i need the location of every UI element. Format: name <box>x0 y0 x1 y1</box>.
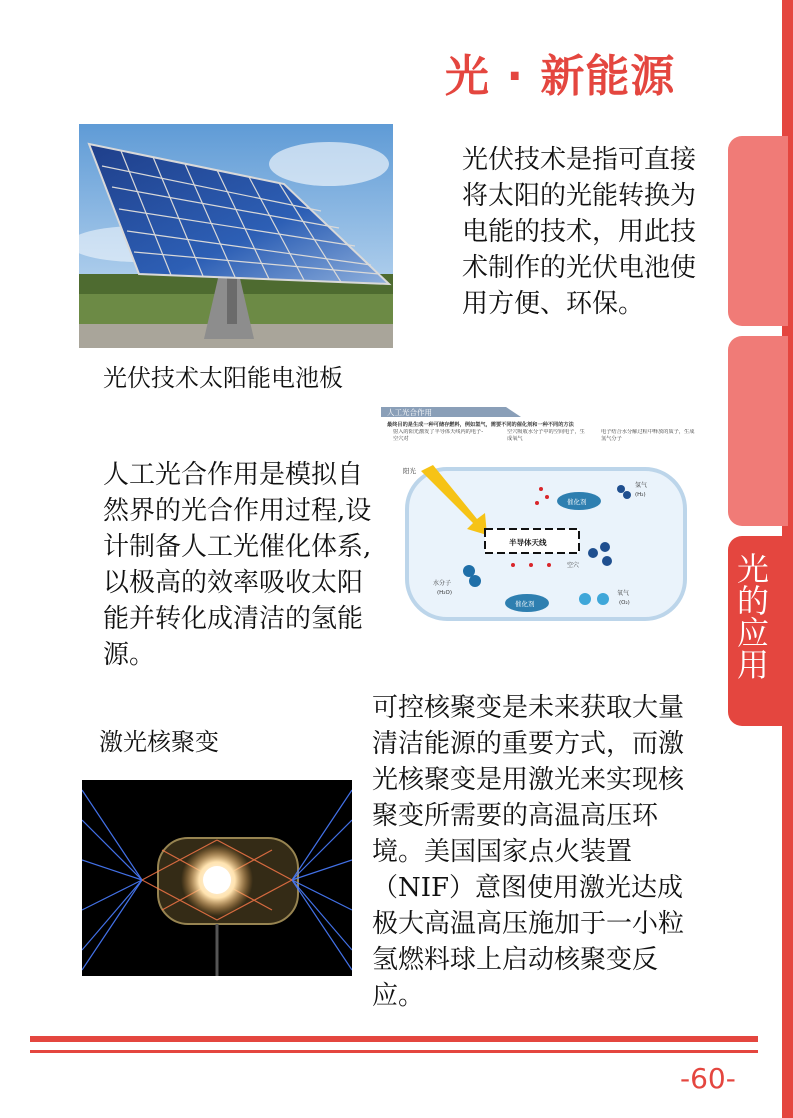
laser-fusion-text: 可控核聚变是未来获取大量清洁能源的重要方式，而激光核聚变是用激光来实现核聚变所需要的高温高压环境。美国国家点火装置（NIF）意图使用激光达成极大高温高压施加于一小粒氢燃料球上启动核聚变反应。 <box>372 693 685 1011</box>
photovoltaic-text: 光伏技术是指可直接将太阳的光能转换为电能的技术，用此技术制作的光伏电池使用方便、环保。 <box>462 145 697 319</box>
semiconductor-label: 半导体天线 <box>509 538 547 547</box>
water-formula: (H₂O) <box>437 590 452 596</box>
oxygen-label: 氧气 <box>617 590 630 597</box>
chapter-tab-2[interactable] <box>728 336 788 526</box>
solar-panel-photo <box>79 124 393 348</box>
oxygen-formula: (O₂) <box>619 600 630 606</box>
laser-fusion-image <box>82 780 352 976</box>
page-title: 光 · 新能源 <box>445 51 676 102</box>
diagram-step-3: 电子结合水分解过程中释放的质子，生成氢气分子 <box>601 429 695 442</box>
chapter-tab-1[interactable] <box>728 136 788 326</box>
diagram-header: 人工光合作用 <box>387 408 432 417</box>
diagram-subheader: 最终目的是生成一种可储存燃料，例如氢气，需要不同的催化剂和一种不同的方法 <box>387 422 574 428</box>
page-number: -60- <box>680 1062 736 1095</box>
solar-panel-caption: 光伏技术太阳能电池板 <box>103 364 343 392</box>
chapter-tab-label: 光的应用 <box>732 552 770 680</box>
diagram-step-1: 射入的阳光激发了半导体天线内的电子-空穴对 <box>393 429 484 442</box>
footer-rule-thick <box>30 1036 758 1042</box>
catalyst-bottom-label: 催化剂 <box>515 600 535 608</box>
laser-fusion-caption: 激光核聚变 <box>99 728 219 756</box>
hydrogen-label: 氢气 <box>635 482 648 489</box>
footer-rule-thin <box>30 1050 758 1053</box>
artificial-photosynthesis-diagram <box>381 407 699 623</box>
hydrogen-formula: (H₂) <box>635 492 646 498</box>
diagram-step-2: 空穴吸收水分子中的空间电子，生成氧气 <box>507 429 585 442</box>
sunlight-label: 阳光 <box>403 467 416 475</box>
artificial-photosynthesis-text: 人工光合作用是模拟自然界的光合作用过程,设计制备人工光催化体系,以极高的效率吸收太阳能并转化成清洁的氢能源。 <box>103 460 372 670</box>
water-label: 水分子 <box>433 580 452 587</box>
hole-label: 空穴 <box>567 562 580 569</box>
catalyst-top-label: 催化剂 <box>567 498 587 506</box>
